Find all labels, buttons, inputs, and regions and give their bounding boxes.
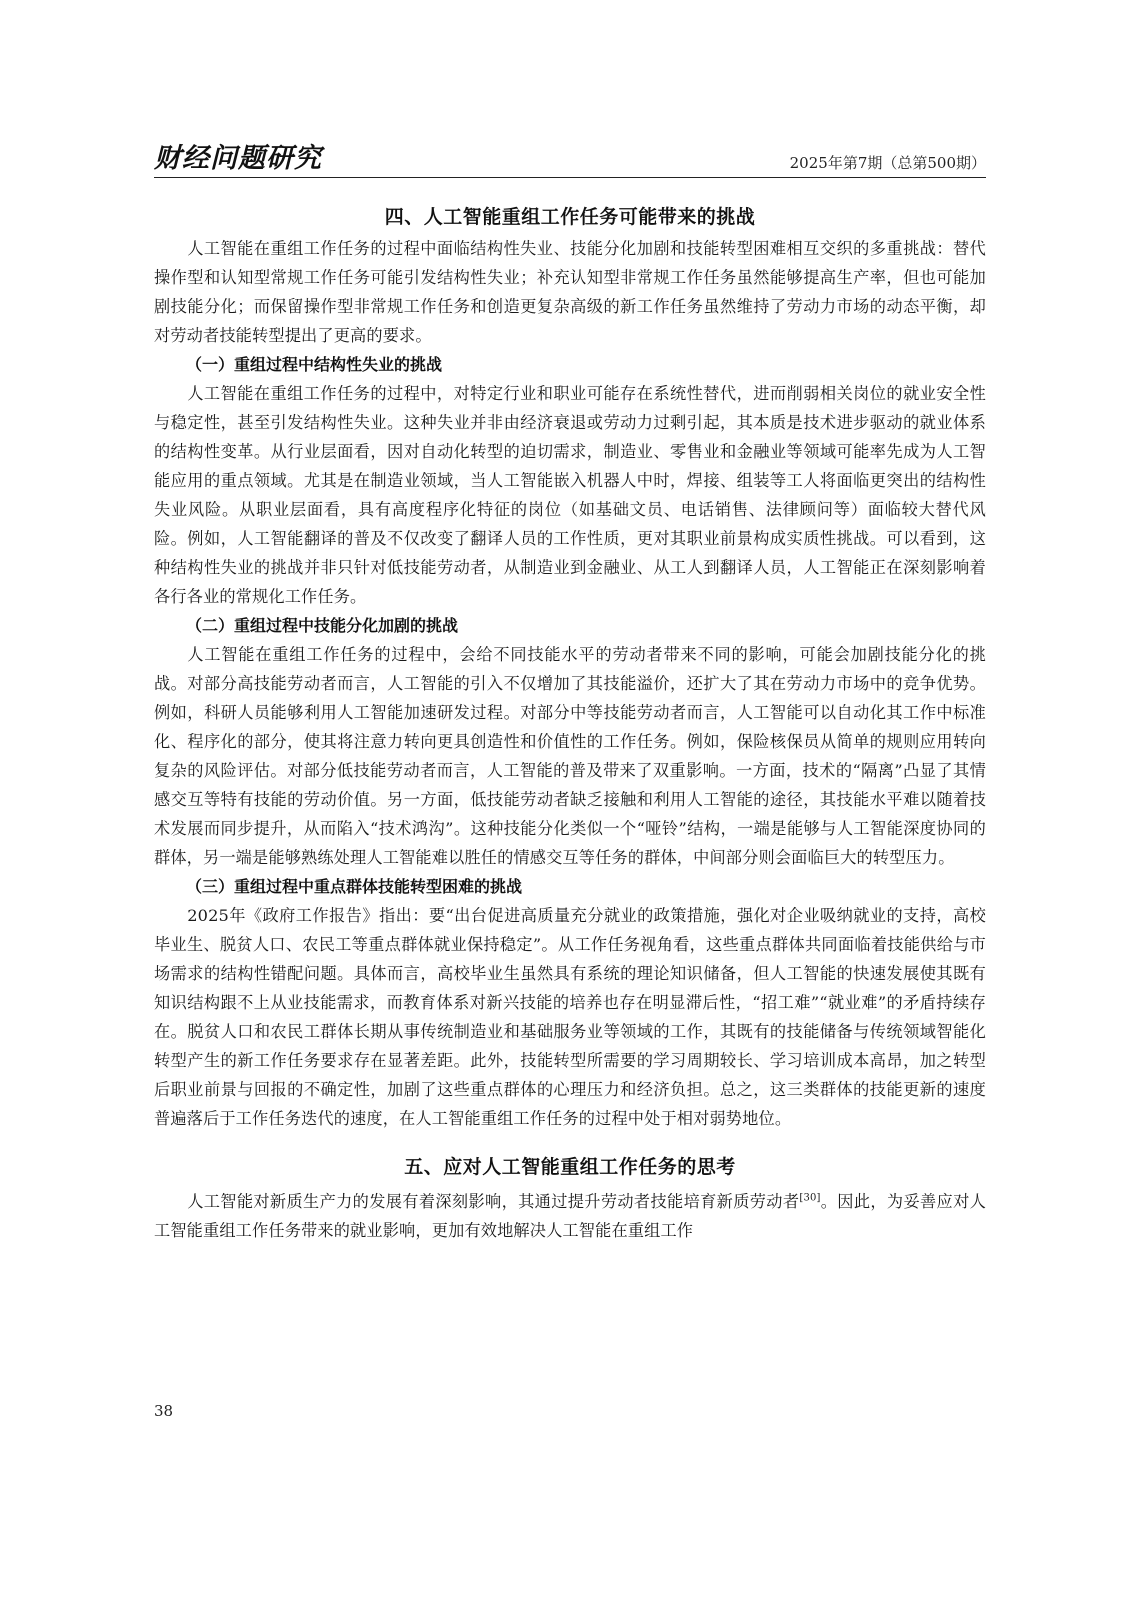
subsection-1-heading: （一）重组过程中结构性失业的挑战 (186, 355, 443, 374)
article-page (154, 140, 986, 1245)
subsection-3-heading: （三）重组过程中重点群体技能转型困难的挑战 (186, 877, 523, 896)
section-4-intro: 人工智能在重组工作任务的过程中面临结构性失业、技能分化加剧和技能转型困难相互交织的多重挑战：替代操作型和认知型常规工作任务可能引发结构性失业；补充认知型非常规工作任务虽然能够提高生产率，但也可能加剧技能分化；而保留操作型非常规工作任务和创造更复杂高级的新工作任务虽然维持了劳动力市场的动态平衡，却对劳动者技能转型提出了更高的要求。 (154, 239, 986, 345)
page-number: 38 (154, 1402, 174, 1420)
section-5-body (154, 1187, 986, 1245)
subsection-3-body: 2025年《政府工作报告》指出：要“出台促进高质量充分就业的政策措施，强化对企业吸纳就业的支持，高校毕业生、脱贫人口、农民工等重点群体就业保持稳定”。从工作任务视角看，这些重点群体共同面临着技能供给与市场需求的结构性错配问题。具体而言，高校毕业生虽然具有系统的理论知识储备，但人工智能的快速发展使其既有知识结构跟不上从业技能需求，而教育体系对新兴技能的培养也存在明显滞后性，“招工难”“就业难”的矛盾持续存在。脱贫人口和农民工群体长期从事传统制造业和基础服务业等领域的工作，其既有的技能储备与传统领域智能化转型产生的新工作任务要求存在显著差距。此外，技能转型所需要的学习周期较长、学习培训成本高昂，加之转型后职业前景与回报的不确定性，加剧了这些重点群体的心理压力和经济负担。总之，这三类群体的技能更新的速度普遍落后于工作任务迭代的速度，在人工智能重组工作任务的过程中处于相对弱势地位。 (154, 906, 986, 1128)
section-5-text-end: 。因此，为妥善应对人工智能重组工作任务带来的就业影响，更加有效地解决人工智能在重组工作 (154, 1192, 986, 1240)
issue-info: 2025年第7期（总第500期） (789, 154, 986, 172)
subsection-1-body: 人工智能在重组工作任务的过程中，对特定行业和职业可能存在系统性替代，进而削弱相关岗位的就业安全性与稳定性，甚至引发结构性失业。这种失业并非由经济衰退或劳动力过剩引起，其本质是技术进步驱动的就业体系的结构性变革。从行业层面看，因对自动化转型的迫切需求，制造业、零售业和金融业等领域可能率先成为人工智能应用的重点领域。尤其是在制造业领域，当人工智能嵌入机器人中时，焊接、组装等工人将面临更突出的结构性失业风险。从职业层面看，具有高度程序化特征的岗位（如基础文员、电话销售、法律顾问等）面临较大替代风险。例如，人工智能翻译的普及不仅改变了翻译人员的工作性质，更对其职业前景构成实质性挑战。可以看到，这种结构性失业的挑战并非只针对低技能劳动者，从制造业到金融业、从工人到翻译人员，人工智能正在深刻影响着各行各业的常规化工作任务。 (154, 384, 986, 606)
section-4-heading: 四、人工智能重组工作任务可能带来的挑战 (384, 206, 756, 228)
journal-logo: 财经问题研究 (154, 143, 322, 174)
section-5-heading: 五、应对人工智能重组工作任务的思考 (404, 1156, 736, 1178)
running-header (154, 140, 986, 178)
subsection-2-body: 人工智能在重组工作任务的过程中，会给不同技能水平的劳动者带来不同的影响，可能会加剧技能分化的挑战。对部分高技能劳动者而言，人工智能的引入不仅增加了其技能溢价，还扩大了其在劳动力市场中的竞争优势。例如，科研人员能够利用人工智能加速研发过程。对部分中等技能劳动者而言，人工智能可以自动化其工作中标准化、程序化的部分，使其将注意力转向更具创造性和价值性的工作任务。例如，保险核保员从简单的规则应用转向复杂的风险评估。对部分低技能劳动者而言，人工智能的普及带来了双重影响。一方面，技术的“隔离”凸显了其情感交互等特有技能的劳动价值。另一方面，低技能劳动者缺乏接触和利用人工智能的途径，其技能水平难以随着技术发展而同步提升，从而陷入“技术鸿沟”。这种技能分化类似一个“哑铃”结构，一端是能够与人工智能深度协同的群体，另一端是能够熟练处理人工智能难以胜任的情感交互等任务的群体，中间部分则会面临巨大的转型压力。 (154, 645, 986, 867)
section-5-text-start: 人工智能对新质生产力的发展有着深刻影响，其通过提升劳动者技能培育新质劳动者 (187, 1192, 800, 1211)
citation-marker[interactable]: [30] (799, 1192, 821, 1204)
subsection-2-heading: （二）重组过程中技能分化加剧的挑战 (186, 616, 459, 635)
